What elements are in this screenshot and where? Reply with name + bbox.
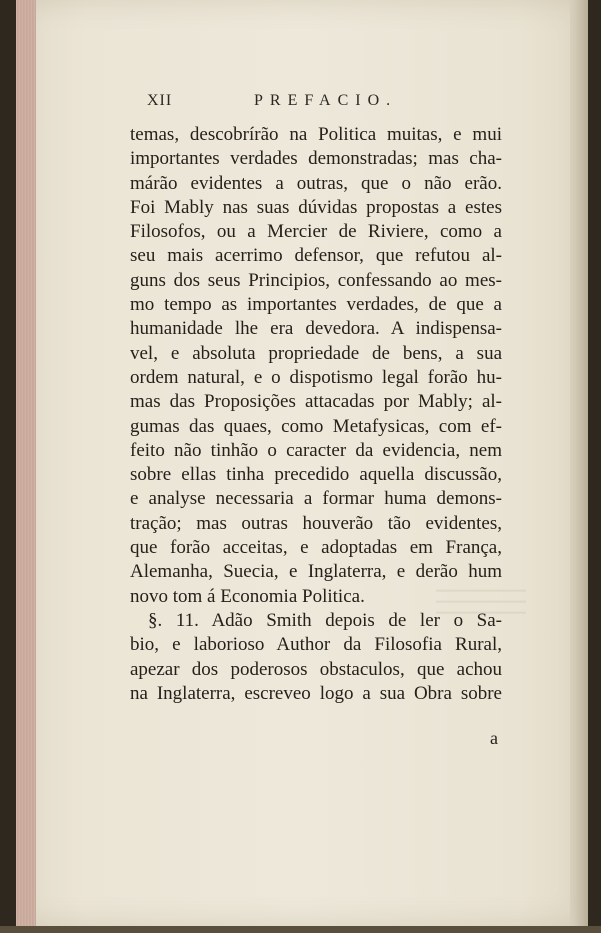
text-line: mo tempo as importantes verdades, de que a bbox=[130, 294, 502, 316]
text-line: apezar dos poderosos obstaculos, que achou bbox=[130, 658, 502, 680]
scan-bottom-edge bbox=[0, 926, 601, 933]
text-line: que forão acceitas, e adoptadas em França, bbox=[130, 537, 502, 559]
book-page bbox=[16, 0, 588, 926]
text-line: temas, descobrírão na Politica muitas, e mui bbox=[130, 124, 502, 145]
text-line: na Inglaterra, escreveo logo a sua Obra sobre bbox=[130, 682, 502, 704]
text-line: seu mais acerrimo defensor, que refutou al- bbox=[130, 245, 502, 267]
page-header bbox=[16, 92, 588, 116]
text-line: Alemanha, Suecia, e Inglaterra, e derão hum bbox=[130, 561, 502, 583]
catchword: a bbox=[490, 728, 498, 748]
page-edges bbox=[16, 0, 36, 926]
text-line: márão evidentes a outras, que o não erão. bbox=[130, 172, 502, 194]
body-text bbox=[130, 123, 502, 706]
text-line: gumas das quaes, como Metafysicas, com ef- bbox=[130, 415, 502, 437]
paragraph-end-line: novo tom á Economia Politica. bbox=[130, 585, 365, 607]
text-line: Foi Mably nas suas dúvidas propostas a estes bbox=[130, 196, 502, 218]
text-line: bio, e laborioso Author da Filosofia Rural, bbox=[130, 634, 502, 656]
text-line: sobre ellas tinha precedido aquella discussão, bbox=[130, 464, 502, 486]
text-line: ordem natural, e o dispotismo legal forão hu- bbox=[130, 366, 502, 388]
text-line: humanidade lhe era devedora. A indispensa- bbox=[130, 318, 502, 340]
text-line: tração; mas outras houverão tão evidentes, bbox=[130, 512, 502, 534]
text-line: importantes verdades demonstradas; mas cha- bbox=[130, 148, 502, 170]
text-line: guns dos seus Principios, confessando ao mes- bbox=[130, 269, 502, 291]
text-line: feito não tinhão o caracter da evidencia, nem bbox=[130, 439, 502, 461]
text-line: vel, e absoluta propriedade de bens, a sua bbox=[130, 342, 502, 364]
section-start-line: §. 11. Adão Smith depois de ler o Sa- bbox=[148, 609, 502, 631]
running-title: PREFACIO. bbox=[254, 92, 398, 109]
text-line: Filosofos, ou a Mercier de Riviere, como a bbox=[130, 221, 502, 243]
page-right-edge bbox=[570, 0, 588, 926]
page-number: XII bbox=[147, 92, 173, 109]
text-line: e analyse necessaria a formar huma demons- bbox=[130, 488, 502, 510]
text-line: mas das Proposições attacadas por Mably; al- bbox=[130, 391, 502, 413]
